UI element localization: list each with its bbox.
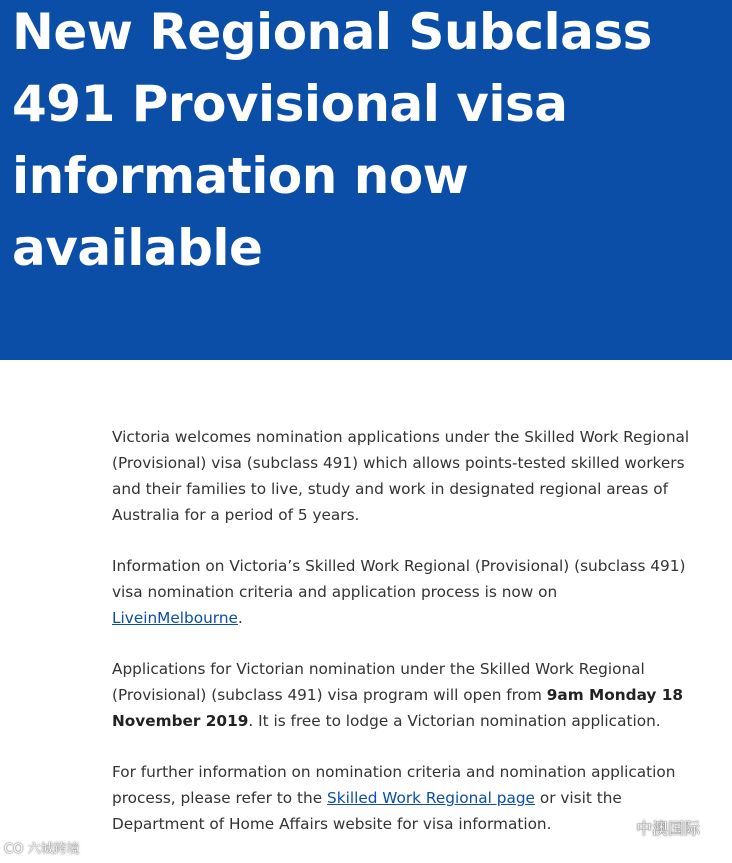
paragraph-further-info-text: For further information on nomination criteria and nomination application process, please refer to the bbox=[112, 763, 676, 807]
page-title: New Regional Subclass 491 Provisional visa information now available bbox=[12, 3, 652, 277]
liveinmelbourne-link[interactable]: LiveinMelbourne bbox=[112, 609, 238, 627]
paragraph-intro: Victoria welcomes nomination applications under the Skilled Work Regional (Provisional) visa (subclass 491) which allows points-tested skilled workers and their families to live, study and work in designated regional areas of Australia for a period of 5 years. bbox=[112, 428, 690, 524]
paragraph-further-info bbox=[112, 759, 692, 837]
opening-date: 9am Monday 18 November 2019 bbox=[112, 686, 684, 730]
paragraph-applications-end: . It is free to lodge a Victorian nomination application. bbox=[248, 712, 661, 730]
paragraph-applications-text: Applications for Victorian nomination under the Skilled Work Regional (Provisional) (subclass 491) visa program will open from bbox=[112, 660, 645, 704]
paragraph-information bbox=[112, 553, 692, 631]
watermark-right bbox=[612, 816, 700, 839]
paragraph-further-info-end: or visit the Department of Home Affairs website for visa information. bbox=[112, 789, 622, 833]
watermark-right-label: 中澳国际 bbox=[636, 819, 701, 838]
watermark-left: CO 六城跨境 bbox=[4, 842, 80, 857]
paragraph-information-end: . bbox=[237, 609, 243, 627]
skilled-work-regional-link[interactable]: Skilled Work Regional page bbox=[327, 789, 535, 807]
paragraph-information-text: Information on Victoria’s Skilled Work Regional (Provisional) (subclass 491) visa nomination criteria and application process is now on bbox=[112, 557, 686, 601]
hero-banner bbox=[0, 0, 732, 360]
paragraph-applications bbox=[112, 656, 692, 734]
article-body bbox=[112, 424, 692, 862]
wechat-icon bbox=[612, 819, 632, 837]
